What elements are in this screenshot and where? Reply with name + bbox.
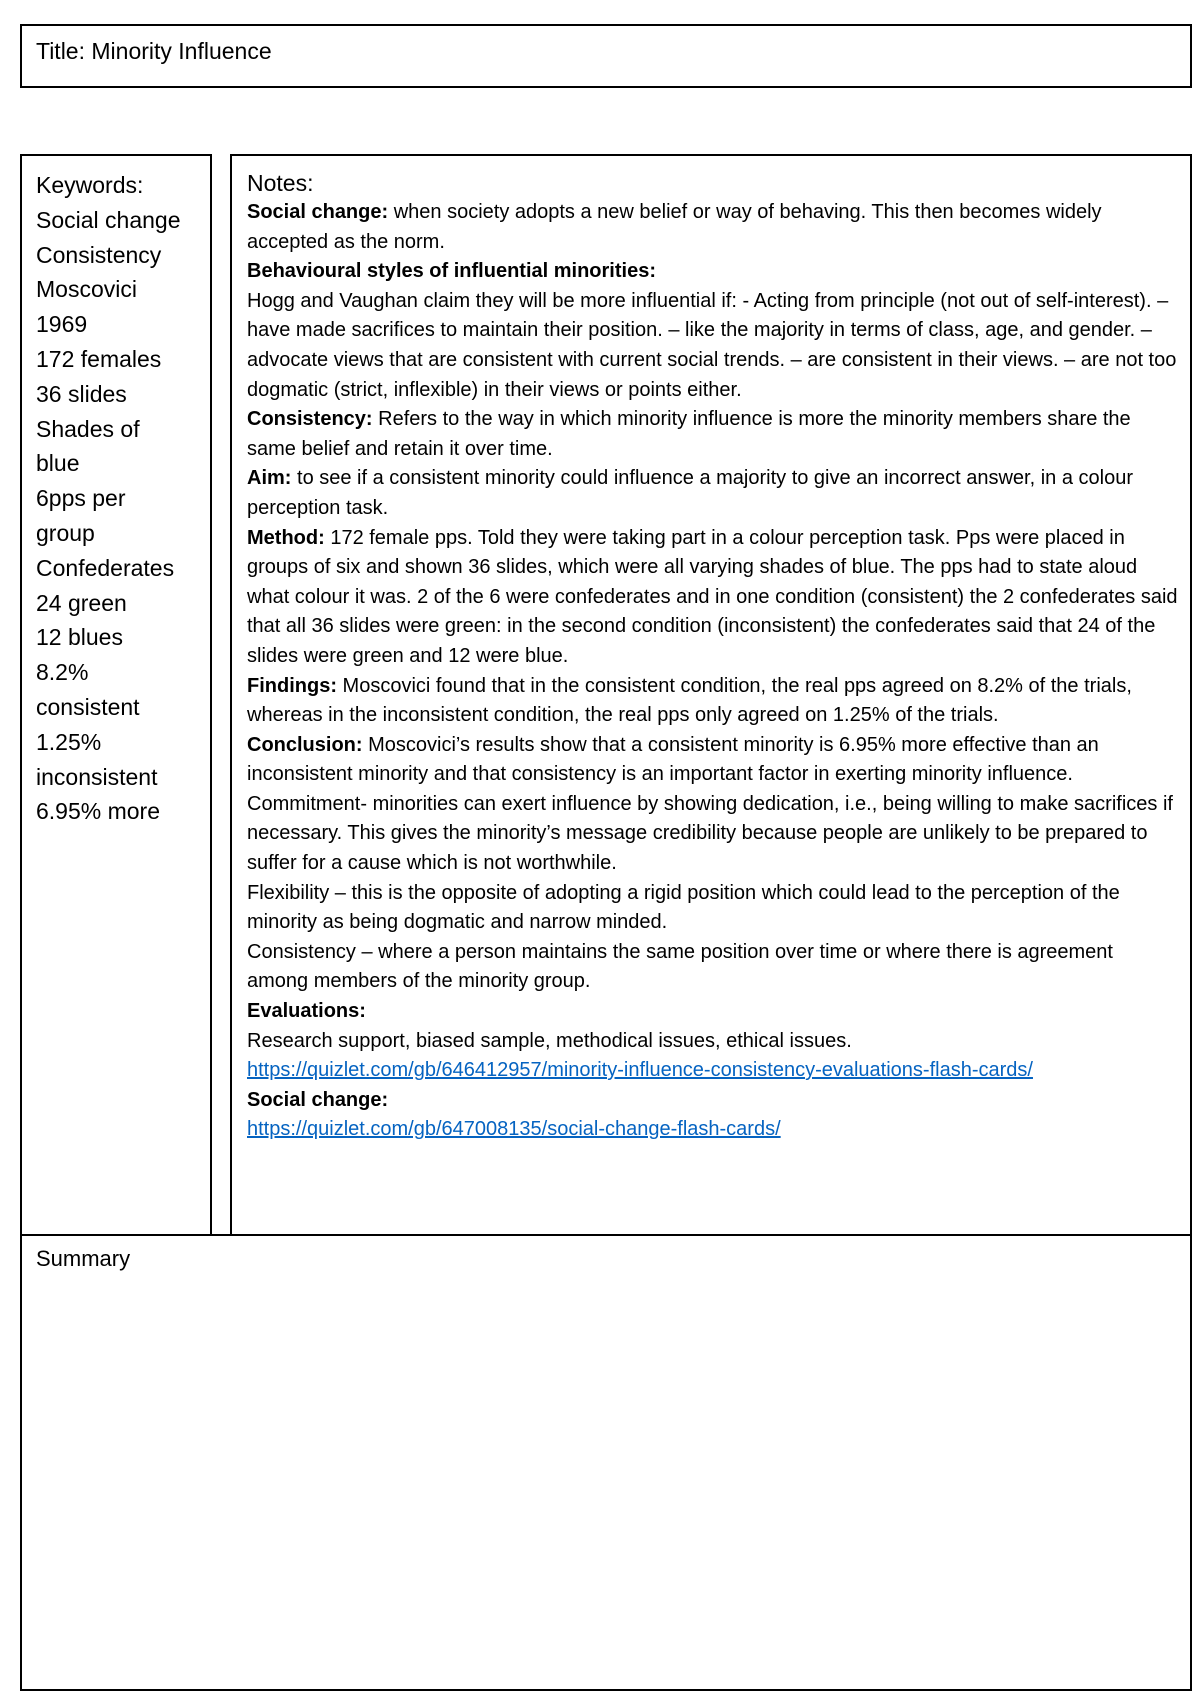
commitment-paragraph: Commitment- minorities can exert influence by showing dedication, i.e., being willing to make sacrifices if necessary. This gives the minority’s message credibility because people are unlikely to be prepared to suffer for a cause which is not worthwhile.	[247, 792, 1173, 875]
conclusion-label: Conclusion:	[247, 733, 363, 756]
findings-label: Findings:	[247, 674, 337, 697]
aim-paragraph	[247, 464, 1178, 523]
social-change-text: when society adopts a new belief or way of behaving. This then becomes widely accepted as the norm.	[247, 201, 1102, 253]
keyword-item: Consistency	[36, 241, 162, 268]
consistency-text: Refers to the way in which minority influence is more the minority members share the same belief and retain it over time.	[247, 408, 1131, 460]
conclusion-paragraph	[247, 731, 1178, 790]
behavioural-styles-heading: Behavioural styles of influential minorities:	[247, 260, 656, 283]
social-change-flashcards-link[interactable]: https://quizlet.com/gb/647008135/social-change-flash-cards/	[247, 1118, 781, 1141]
keyword-item: 6pps per	[36, 485, 126, 512]
keywords-heading: Keywords:	[36, 172, 144, 198]
keyword-item: consistent	[36, 693, 140, 720]
summary-heading: Summary	[36, 1246, 131, 1271]
keyword-item: Moscovici	[36, 276, 137, 303]
findings-paragraph	[247, 672, 1178, 731]
method-label: Method:	[247, 526, 325, 549]
keyword-item: Social change	[36, 206, 181, 233]
flexibility-paragraph: Flexibility – this is the opposite of adopting a rigid position which could lead to the perception of the minority as being dogmatic and narrow minded.	[247, 881, 1120, 934]
consistency-paragraph	[247, 405, 1178, 464]
aim-label: Aim:	[247, 467, 292, 490]
keyword-item: inconsistent	[36, 763, 158, 790]
keywords-column	[20, 154, 212, 1236]
evaluations-flashcards-link[interactable]: https://quizlet.com/gb/646412957/minority-influence-consistency-evaluations-flash-cards/	[247, 1059, 1033, 1082]
keyword-item: 1969	[36, 311, 88, 338]
keyword-item: 1.25%	[36, 728, 102, 755]
social-change-link-heading: Social change:	[247, 1088, 389, 1111]
keyword-item: 12 blues	[36, 624, 123, 651]
notes-heading: Notes:	[247, 170, 314, 196]
social-change-paragraph	[247, 198, 1178, 257]
behavioural-styles-text: Hogg and Vaughan claim they will be more influential if: - Acting from principle (not out of self-interest). – have made sacrifices to maintain their position. – like the majority in terms of class, age, and gender. – advocate views that are consistent with current social trends. – are consistent in their views. – are not too dogmatic (strict, inflexible) in their views or points either.	[247, 289, 1177, 401]
keyword-item: Shades of	[36, 415, 140, 442]
keyword-item: 8.2%	[36, 659, 89, 686]
keyword-item: 6.95% more	[36, 798, 161, 825]
consistency-definition-paragraph: Consistency – where a person maintains the same position over time or where there is agreement among members of the minority group.	[247, 940, 1113, 993]
findings-text: Moscovici found that in the consistent condition, the real pps agreed on 8.2% of the trials, whereas in the inconsistent condition, the real pps only agreed on 1.25% of the trials.	[247, 674, 1132, 727]
keyword-item: 24 green	[36, 589, 127, 616]
evaluations-heading: Evaluations:	[247, 1000, 366, 1023]
keyword-item: blue	[36, 450, 80, 477]
notes-column	[230, 154, 1192, 1236]
method-text: 172 female pps. Told they were taking part in a colour perception task. Pps were placed in groups of six and shown 36 slides, which were all varying shades of blue. The pps had to state aloud what colour it was. 2 of the 6 were confederates and in one condition (consistent) the 2 confederates said that all 36 slides were green: in the second condition (inconsistent) the confederates said that 24 of the slides were green and 12 were blue.	[247, 526, 1178, 667]
title-box	[20, 24, 1192, 88]
aim-text: to see if a consistent minority could influence a majority to give an incorrect answer, in a colour perception task.	[247, 467, 1133, 519]
method-paragraph	[247, 524, 1178, 672]
keyword-item: Confederates	[36, 554, 175, 581]
consistency-label: Consistency:	[247, 408, 373, 431]
keyword-item: 36 slides	[36, 380, 127, 407]
evaluations-text: Research support, biased sample, methodical issues, ethical issues.	[247, 1029, 852, 1052]
notes-body	[247, 198, 1178, 1145]
summary-section	[20, 1234, 1192, 1691]
conclusion-text: Moscovici’s results show that a consistent minority is 6.95% more effective than an inconsistent minority and that consistency is an important factor in exerting minority influence.	[247, 733, 1099, 786]
page-title: Title: Minority Influence	[36, 38, 272, 64]
keyword-item: 172 females	[36, 345, 162, 372]
social-change-label: Social change:	[247, 201, 389, 223]
keyword-item: group	[36, 519, 95, 546]
